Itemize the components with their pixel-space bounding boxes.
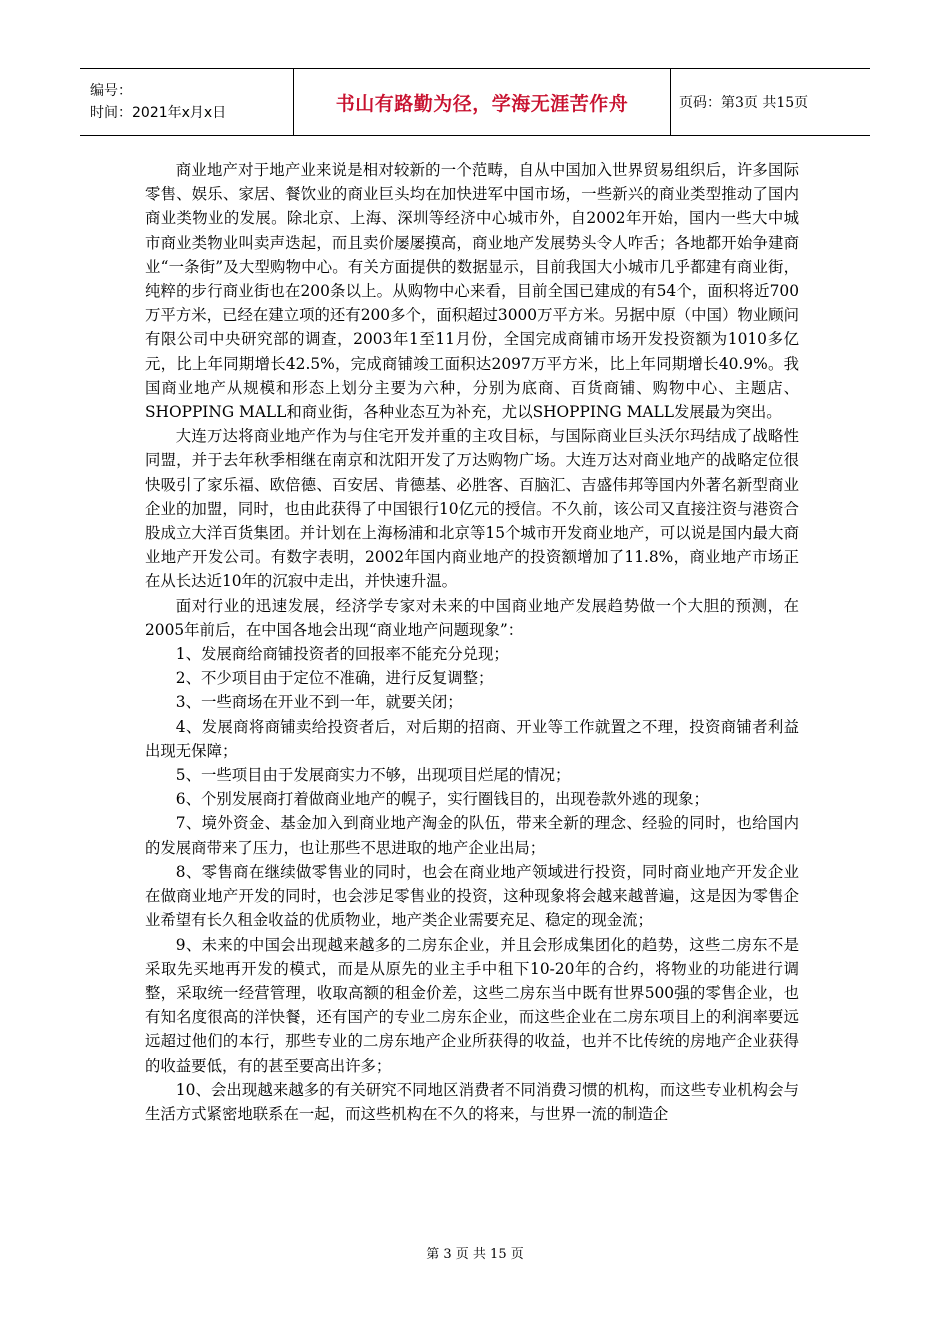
- list-item: 4、发展商将商铺卖给投资者后，对后期的招商、开业等工作就置之不理，投资商铺者利益出现无保障；: [145, 717, 799, 760]
- list-item: 7、境外资金、基金加入到商业地产淘金的队伍，带来全新的理念、经验的同时，也给国内的发展商带来了压力，也让那些不思进取的地产企业出局；: [145, 814, 799, 857]
- list-item: 6、个别发展商打着做商业地产的幌子，实行圈钱目的，出现卷款外逃的现象；: [175, 790, 709, 809]
- document-number-label: 编号：: [90, 83, 132, 99]
- list-item: 8、零售商在继续做零售业的同时，也会在商业地产领域进行投资，同时商业地产开发企业在做商业地产开发的同时，也会涉足零售业的投资，这种现象将会越来越普遍，这是因为零售企业希望有长久租金收益的优质物业，地产类企业需要充足、稳定的现金流；: [145, 862, 799, 930]
- list-item: 9、未来的中国会出现越来越多的二房东企业，并且会形成集团化的趋势，这些二房东不是采取先买地再开发的模式，而是从原先的业主手中租下10-20年的合约，将物业的功能进行调整，采取统一经营管理，收取高额的租金价差，这些二房东当中既有世界500强的零售企业，也有知名度很高的洋快餐，还有国产的专业二房东企业，而这些企业在二房东项目上的利润率要远远超过他们的本行，那些专业的二房东地产企业所获得的收益，也并不比传统的房地产企业获得的收益要低，有的甚至要高出许多；: [145, 935, 799, 1075]
- header-motto: 书山有路勤为径，学海无涯苦作舟: [294, 69, 671, 136]
- page-header: [80, 68, 870, 136]
- list-item: 5、一些项目由于发展商实力不够，出现项目烂尾的情况；: [175, 766, 571, 785]
- header-page-info: 页码：第3页 共15页: [671, 69, 871, 136]
- document-date: 时间：2021年x月x日: [90, 105, 227, 121]
- document-body: [145, 158, 799, 1126]
- header-meta: [80, 69, 294, 136]
- paragraph: 商业地产对于地产业来说是相对较新的一个范畴，自从中国加入世界贸易组织后，许多国际零售、娱乐、家居、餐饮业的商业巨头均在加快进军中国市场，一些新兴的商业类型推动了国内商业类物业的发展。除北京、上海、深圳等经济中心城市外，自2002年开始，国内一些大中城市商业类物业叫卖声迭起，而且卖价屡屡摸高，商业地产发展势头令人咋舌；各地都开始争建商业“一条街”及大型购物中心。有关方面提供的数据显示，目前我国大小城市几乎都建有商业街，纯粹的步行商业街也在200条以上。从购物中心来看，目前全国已建成的有54个，面积将近700万平方米，已经在建立项的还有200多个，面积超过3000万平方米。另据中原（中国）物业顾问有限公司中央研究部的调查，2003年1至11月份，全国完成商铺市场开发投资额为1010多亿元，比上年同期增长42.5%，完成商铺竣工面积达2097万平方米，比上年同期增长40.9%。我国商业地产从规模和形态上划分主要为六种，分别为底商、百货商铺、购物中心、主题店、SHOPPING MALL和商业街，各种业态互为补充，尤以SHOPPING MALL发展最为突出。: [145, 161, 799, 422]
- page-footer: 第 3 页 共 15 页: [426, 1247, 524, 1262]
- list-item: 3、一些商场在开业不到一年，就要关闭；: [175, 693, 463, 712]
- list-item: 10、会出现越来越多的有关研究不同地区消费者不同消费习惯的机构，而这些专业机构会与生活方式紧密地联系在一起，而这些机构在不久的将来，与世界一流的制造企: [145, 1080, 799, 1123]
- paragraph: 面对行业的迅速发展，经济学专家对未来的中国商业地产发展趋势做一个大胆的预测，在2005年前后，在中国各地会出现“商业地产问题现象”：: [145, 596, 799, 639]
- list-item: 1、发展商给商铺投资者的回报率不能充分兑现；: [175, 645, 509, 664]
- list-item: 2、不少项目由于定位不准确，进行反复调整；: [175, 669, 494, 688]
- paragraph: 大连万达将商业地产作为与住宅开发并重的主攻目标，与国际商业巨头沃尔玛结成了战略性同盟，并于去年秋季相继在南京和沈阳开发了万达购物广场。大连万达对商业地产的战略定位很快吸引了家乐福、欧倍德、百安居、肯德基、必胜客、百脑汇、吉盛伟邦等国内外著名新型商业企业的加盟，同时，也由此获得了中国银行10亿元的授信。不久前，该公司又直接注资与港资合股成立大洋百货集团。并计划在上海杨浦和北京等15个城市开发商业地产，可以说是国内最大商业地产开发公司。有数字表明，2002年国内商业地产的投资额增加了11.8%，商业地产市场正在从长达近10年的沉寂中走出，并快速升温。: [145, 427, 799, 591]
